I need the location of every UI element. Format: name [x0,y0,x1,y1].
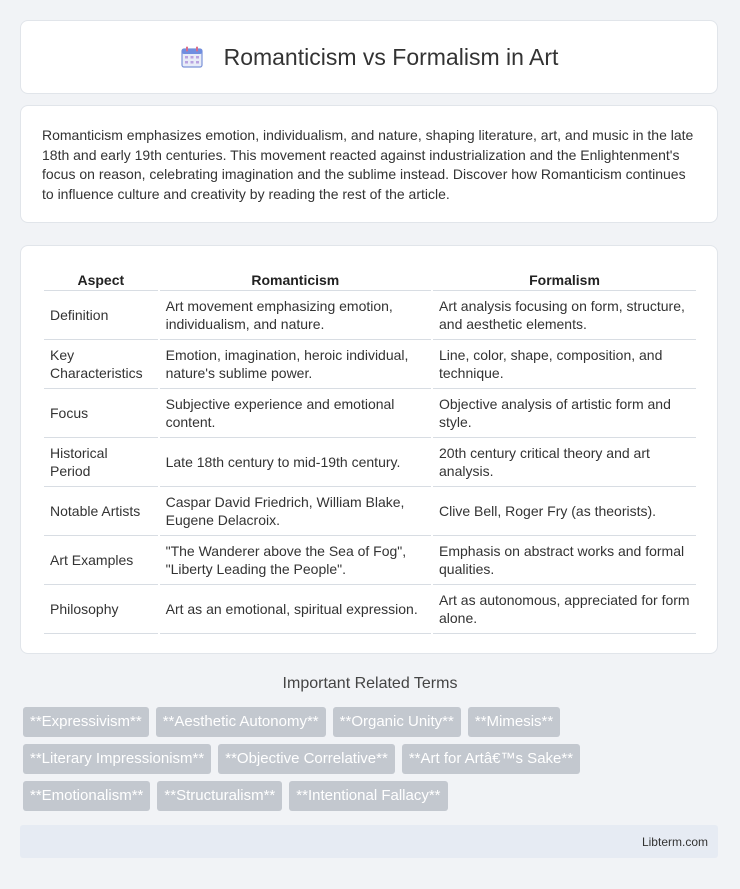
row-romanticism: Art movement emphasizing emotion, individualism, and nature. [160,291,431,340]
row-aspect: Focus [44,389,158,438]
footer-site-link[interactable]: Libterm.com [641,834,708,849]
row-formalism: Clive Bell, Roger Fry (as theorists). [433,487,696,536]
row-formalism: Art as autonomous, appreciated for form alone. [433,585,696,634]
table-row [44,389,696,438]
row-romanticism: Emotion, imagination, heroic individual, nature's sublime power. [160,340,431,389]
header-aspect: Aspect [44,268,158,291]
tag-expressivism[interactable]: **Expressivism** [23,707,149,737]
row-aspect: Definition [44,291,158,340]
header-formalism: Formalism [433,268,696,291]
tag-objective-correlative[interactable]: **Objective Correlative** [218,744,395,774]
related-terms-title: Important Related Terms [282,675,458,692]
tag-emotionalism[interactable]: **Emotionalism** [23,781,150,811]
row-aspect: Notable Artists [44,487,158,536]
header-romanticism: Romanticism [160,268,431,291]
tag-intentional-fallacy[interactable]: **Intentional Fallacy** [289,781,447,811]
tag-row [23,744,723,774]
row-romanticism: Subjective experience and emotional content. [160,389,431,438]
tag-organic-unity[interactable]: **Organic Unity** [333,707,461,737]
row-formalism: Art analysis focusing on form, structure, and aesthetic elements. [433,291,696,340]
row-formalism: Line, color, shape, composition, and technique. [433,340,696,389]
table-row [44,438,696,487]
footer [20,825,718,858]
row-romanticism: "The Wanderer above the Sea of Fog", "Liberty Leading the People". [160,536,431,585]
comparison-table [42,268,698,634]
row-romanticism: Caspar David Friedrich, William Blake, Eugene Delacroix. [160,487,431,536]
table-row [44,585,696,634]
tag-structuralism[interactable]: **Structuralism** [157,781,282,811]
tag-art-for-arts-sake[interactable]: **Art for Artâ€™s Sake** [402,744,580,774]
row-formalism: 20th century critical theory and art analysis. [433,438,696,487]
tag-row [23,781,723,811]
row-aspect: Key Characteristics [44,340,158,389]
header-card [20,20,718,94]
tag-literary-impressionism[interactable]: **Literary Impressionism** [23,744,211,774]
row-aspect: Historical Period [44,438,158,487]
row-formalism: Emphasis on abstract works and formal qualities. [433,536,696,585]
row-romanticism: Art as an emotional, spiritual expression. [160,585,431,634]
page-title: Romanticism vs Formalism in Art [223,43,559,70]
tag-row [23,707,723,737]
row-aspect: Philosophy [44,585,158,634]
table-row [44,340,696,389]
table-row [44,536,696,585]
row-formalism: Objective analysis of artistic form and style. [433,389,696,438]
comparison-table-card [20,245,718,654]
intro-card [20,105,718,223]
row-aspect: Art Examples [44,536,158,585]
row-romanticism: Late 18th century to mid-19th century. [160,438,431,487]
table-header-row [44,268,696,291]
intro-text: Romanticism emphasizes emotion, individualism, and nature, shaping literature, art, and music in the late 18th and early 19th centuries. This movement reacted against industrialization and the Enlightenment's focus on reason, celebrating imagination and the sublime instead. Discover how Romanticism continues to influence culture and creativity by reading the rest of the article. [42,127,694,202]
tag-mimesis[interactable]: **Mimesis** [468,707,560,737]
related-terms-list [23,707,723,818]
table-row [44,487,696,536]
table-row [44,291,696,340]
calendar-icon [180,45,204,69]
tag-aesthetic-autonomy[interactable]: **Aesthetic Autonomy** [156,707,326,737]
